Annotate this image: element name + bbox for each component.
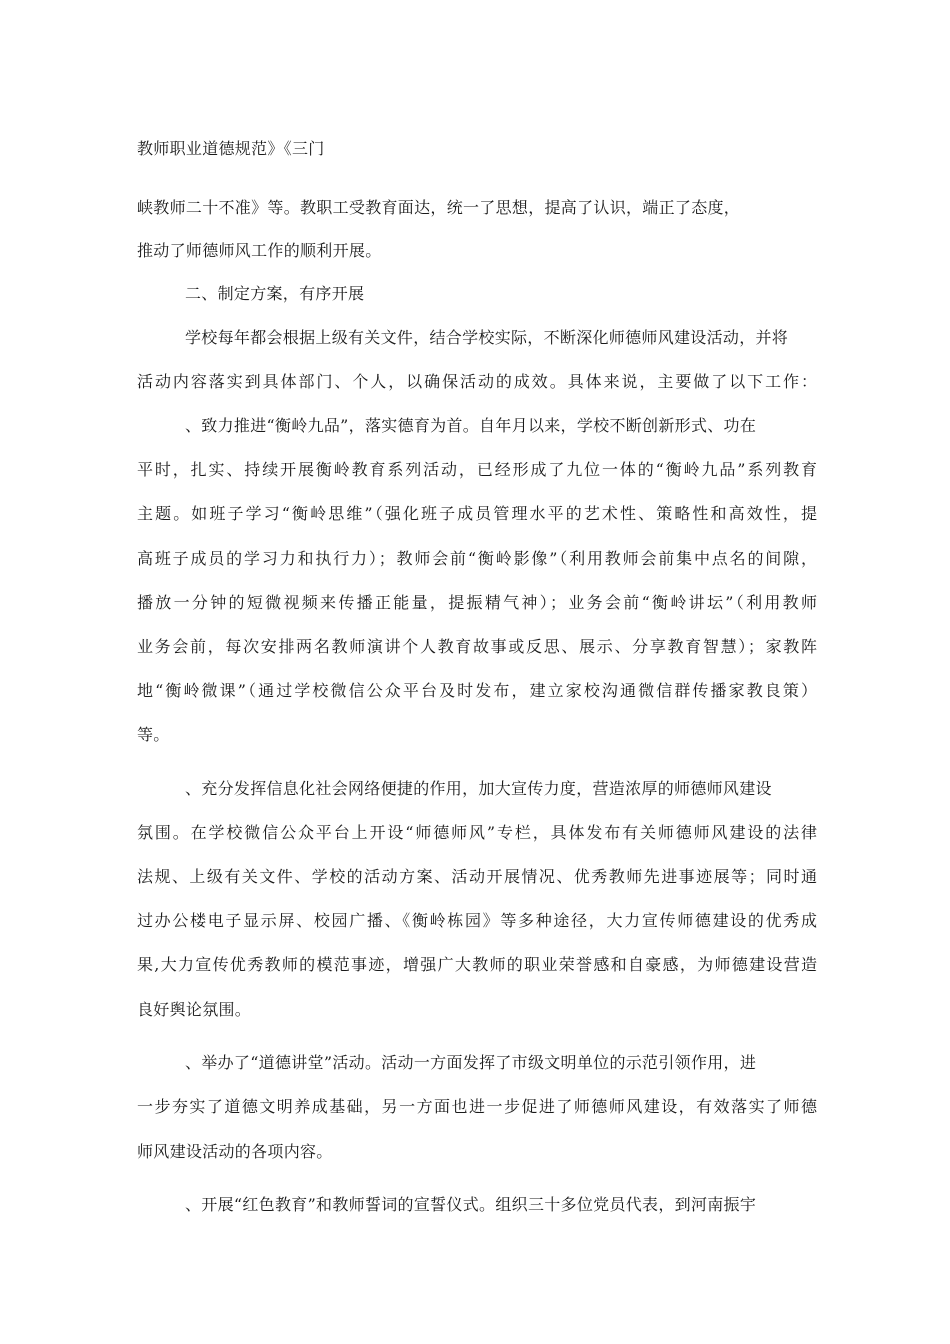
text-line-21: 、举办了“道德讲堂”活动。活动一方面发挥了市级文明单位的示范引领作用，进 xyxy=(185,1053,757,1072)
text-line-14: 等。 xyxy=(137,725,170,744)
text-line-13: 地“衡岭微课”（通过学校微信公众平台及时发布，建立家校沟通微信群传播家教良策） xyxy=(137,681,817,700)
text-line-15: 、充分发挥信息化社会网络便捷的作用，加大宣传力度，营造浓厚的师德师风建设 xyxy=(185,779,772,798)
text-line-8: 平时，扎实、持续开展衡岭教育系列活动，已经形成了九位一体的“衡岭九品”系列教育 xyxy=(137,460,817,479)
text-line-3: 推动了师德师风工作的顺利开展。 xyxy=(137,241,382,260)
text-line-17: 法规、上级有关文件、学校的活动方案、活动开展情况、优秀教师先进事迹展等；同时通 xyxy=(137,867,817,886)
text-line-20: 良好舆论氛围。 xyxy=(137,1000,252,1019)
text-line-12: 业务会前，每次安排两名教师演讲个人教育故事或反思、展示、分享教育智慧）；家教阵 xyxy=(137,637,817,656)
text-line-9: 主题。如班子学习“衡岭思维”（强化班子成员管理水平的艺术性、策略性和高效性，提 xyxy=(137,504,817,523)
text-line-18: 过办公楼电子显示屏、校园广播、《衡岭栋园》等多种途径，大力宣传师德建设的优秀成 xyxy=(137,911,817,930)
text-line-5: 学校每年都会根据上级有关文件，结合学校实际，不断深化师德师风建设活动，并将 xyxy=(185,328,789,347)
text-line-23: 师风建设活动的各项内容。 xyxy=(137,1142,333,1161)
text-line-11: 播放一分钟的短微视频来传播正能量，提振精气神）；业务会前“衡岭讲坛”（利用教师 xyxy=(137,593,817,612)
text-line-19: 果,大力宣传优秀教师的模范事迹，增强广大教师的职业荣誉感和自豪感，为师德建设营造 xyxy=(137,955,817,974)
text-line-6: 活动内容落实到具体部门、个人，以确保活动的成效。具体来说，主要做了以下工作： xyxy=(137,372,817,391)
section-heading: 二、制定方案，有序开展 xyxy=(185,284,365,303)
text-line-1: 教师职业道德规范》《三门 xyxy=(137,139,325,158)
text-line-7: 、致力推进“衡岭九品”，落实德育为首。自年月以来，学校不断创新形式、功在 xyxy=(185,416,757,435)
text-line-16: 氛围。在学校微信公众平台上开设“师德师风”专栏，具体发布有关师德师风建设的法律 xyxy=(137,823,817,842)
text-line-24: 、开展“红色教育”和教师誓词的宣誓仪式。组织三十多位党员代表，到河南振宇 xyxy=(185,1195,757,1214)
text-line-2: 峡教师二十不准》等。教职工受教育面达，统一了思想，提高了认识，端正了态度， xyxy=(137,198,741,217)
text-line-22: 一步夯实了道德文明养成基础，另一方面也进一步促进了师德师风建设，有效落实了师德 xyxy=(137,1097,817,1116)
text-line-10: 高班子成员的学习力和执行力）；教师会前“衡岭影像”（利用教师会前集中点名的间隙， xyxy=(137,549,817,568)
